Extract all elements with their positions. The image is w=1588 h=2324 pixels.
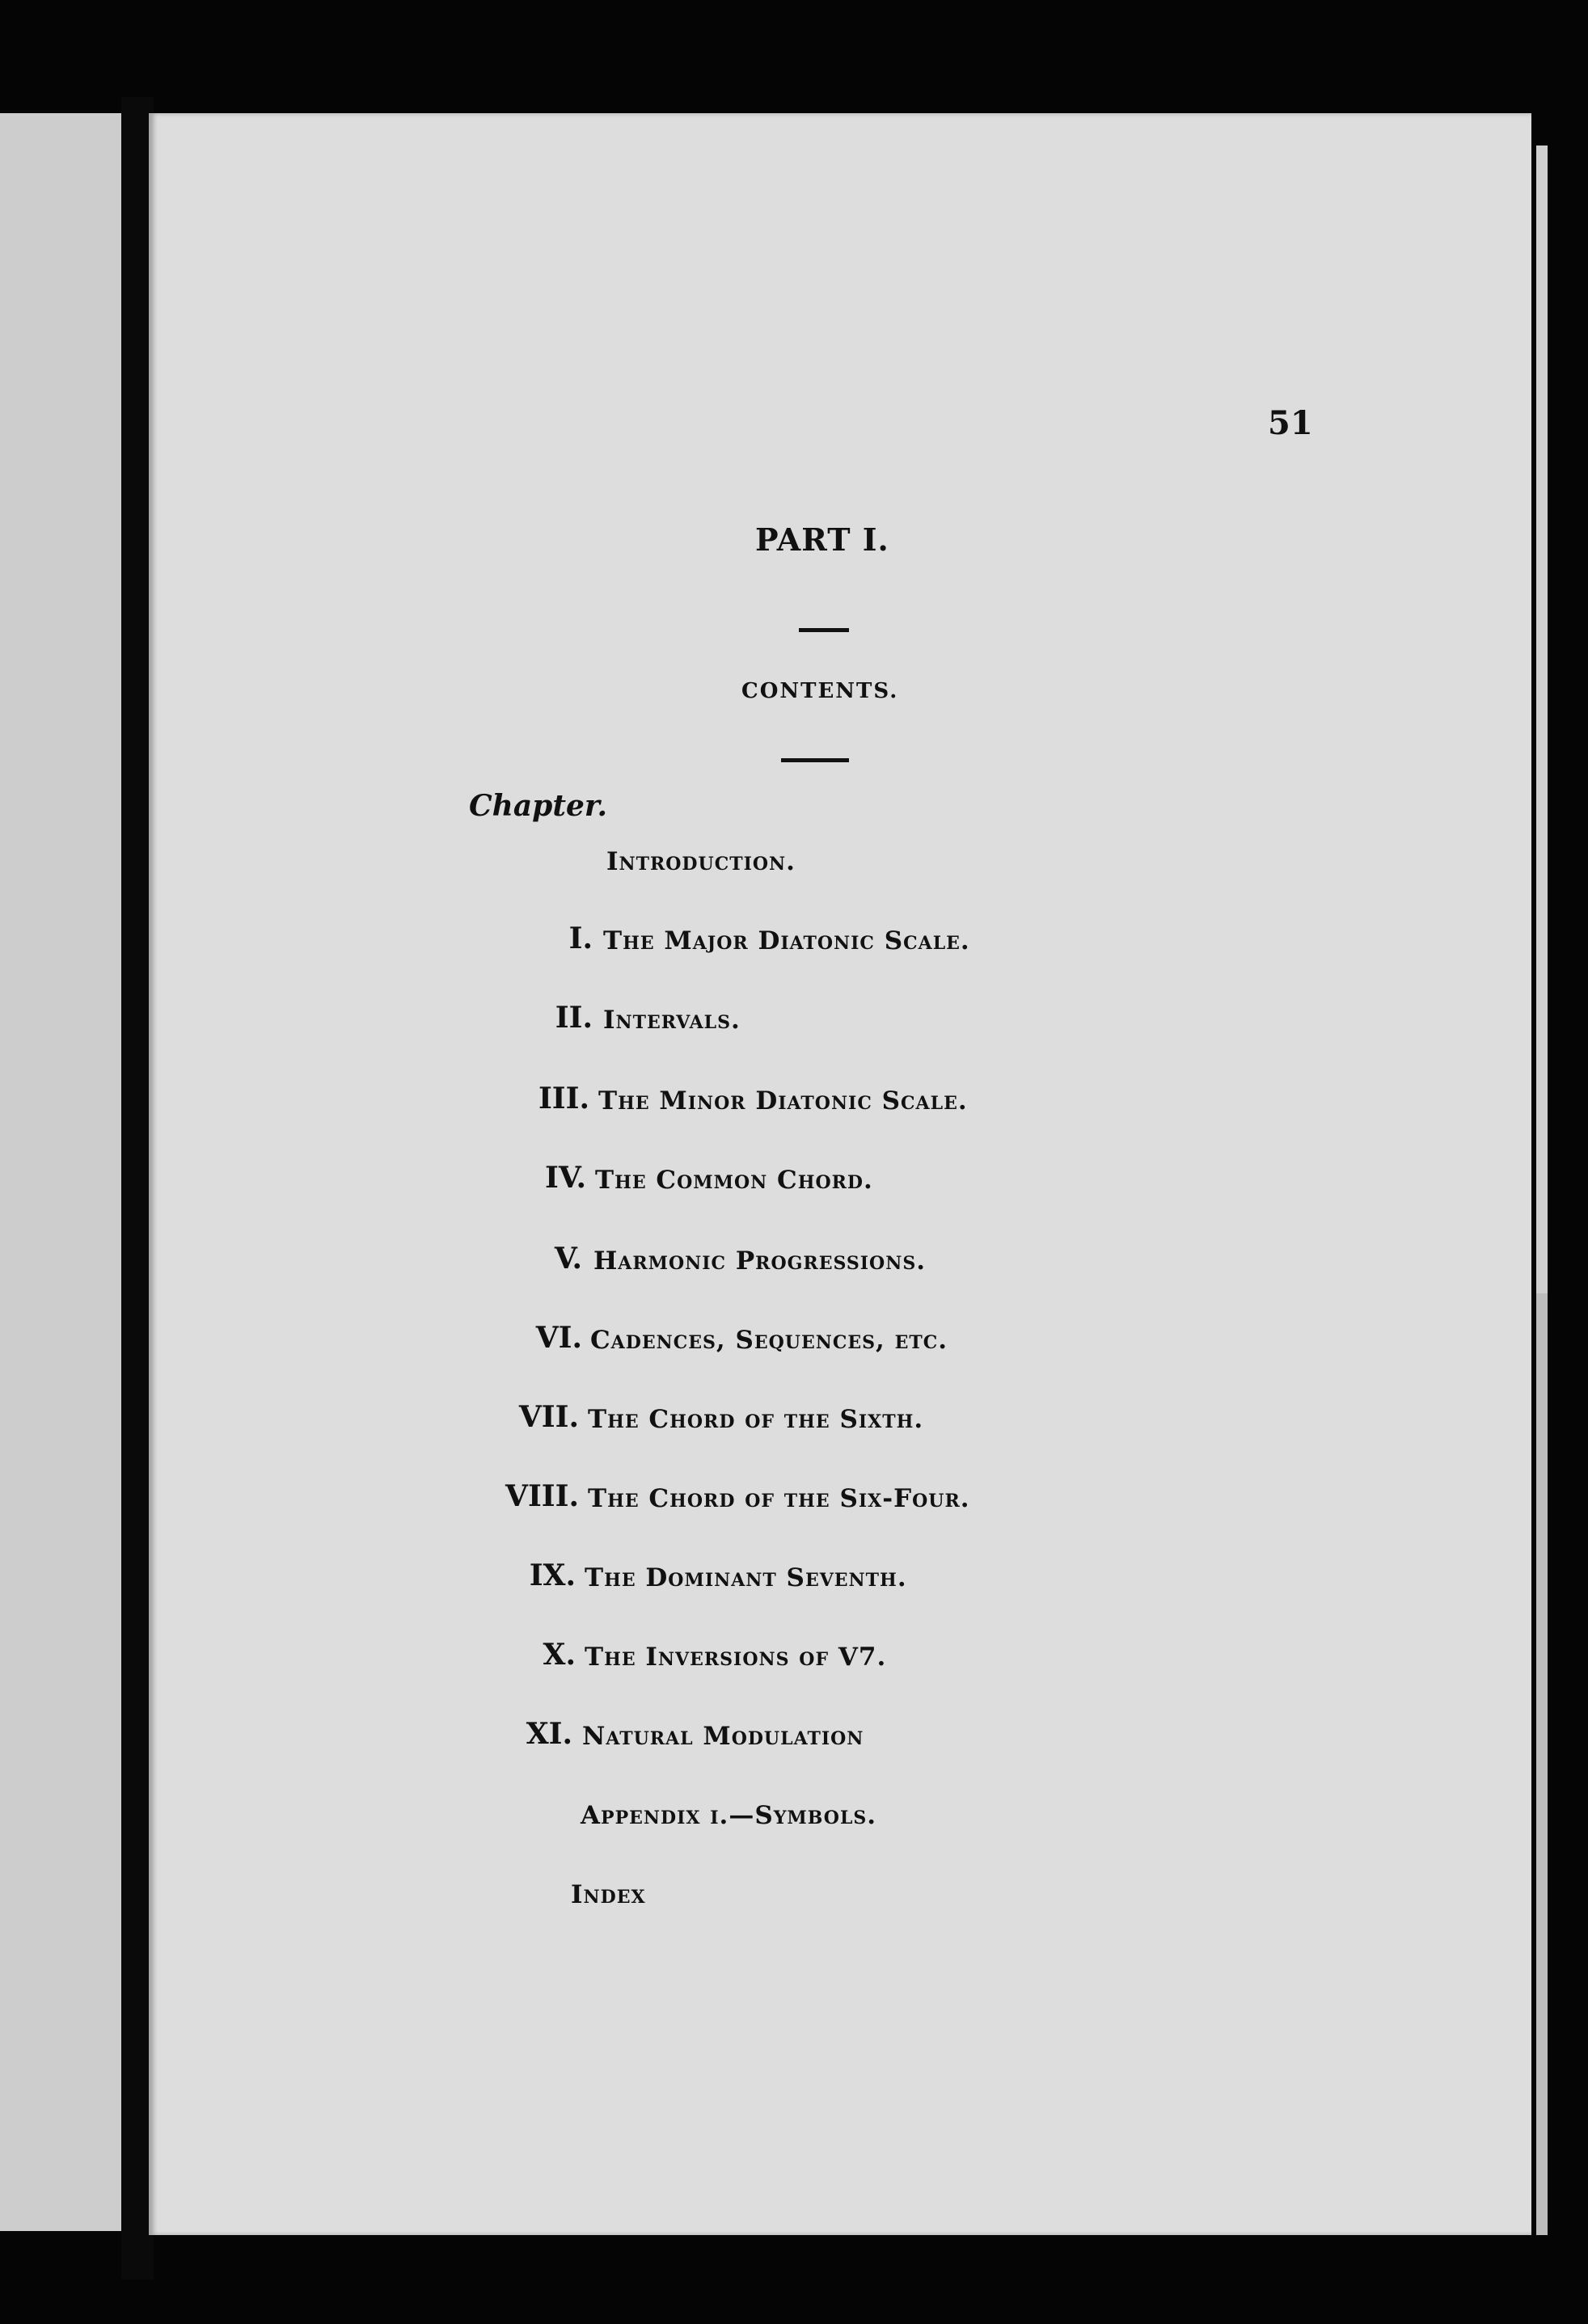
toc-number: IX.: [529, 1558, 576, 1592]
toc-number: III.: [538, 1082, 589, 1116]
toc-entry-title: The Inversions of V7.: [585, 1643, 887, 1672]
toc-entry-introduction: Introduction.: [606, 847, 796, 876]
toc-entry-title: The Chord of the Sixth.: [588, 1405, 924, 1434]
toc-entry-appendix: Appendix i.—Symbols.: [581, 1801, 877, 1830]
toc-entry-title: The Major Diatonic Scale.: [603, 926, 970, 955]
title-rule: [799, 628, 849, 632]
toc-entry-title: Cadences, Sequences, etc.: [590, 1326, 948, 1355]
contents-rule: [781, 758, 849, 762]
toc-entry-title: Natural Modulation: [582, 1722, 864, 1751]
toc-entry-title: Harmonic Progressions.: [593, 1246, 926, 1276]
toc-number: X.: [543, 1638, 576, 1672]
toc-number: I.: [568, 922, 593, 955]
part-title: PART I.: [755, 521, 889, 558]
page-number: 51: [1268, 404, 1313, 442]
toc-entry-title: The Dominant Seventh.: [585, 1563, 907, 1592]
toc-number: XI.: [526, 1717, 572, 1751]
contents-heading: CONTENTS.: [741, 679, 899, 703]
toc-entry-index: Index: [571, 1880, 646, 1909]
chapter-label: Chapter.: [469, 789, 608, 823]
toc-number: II.: [555, 1001, 593, 1035]
toc-number: VII.: [518, 1400, 579, 1434]
toc-number: VI.: [535, 1321, 582, 1355]
facing-page-edge: [0, 113, 121, 2231]
toc-number: IV.: [544, 1161, 586, 1195]
toc-entry-title: The Minor Diatonic Scale.: [598, 1086, 968, 1116]
page-edge-right: [1536, 146, 1548, 1293]
toc-number: V.: [554, 1242, 582, 1276]
toc-entry-title: Intervals.: [603, 1006, 741, 1035]
toc-number: VIII.: [505, 1479, 579, 1513]
toc-entry-title: The Common Chord.: [595, 1166, 873, 1195]
toc-entry-title: The Chord of the Six-Four.: [588, 1484, 970, 1513]
page-edge-right-lower: [1536, 1293, 1548, 2235]
